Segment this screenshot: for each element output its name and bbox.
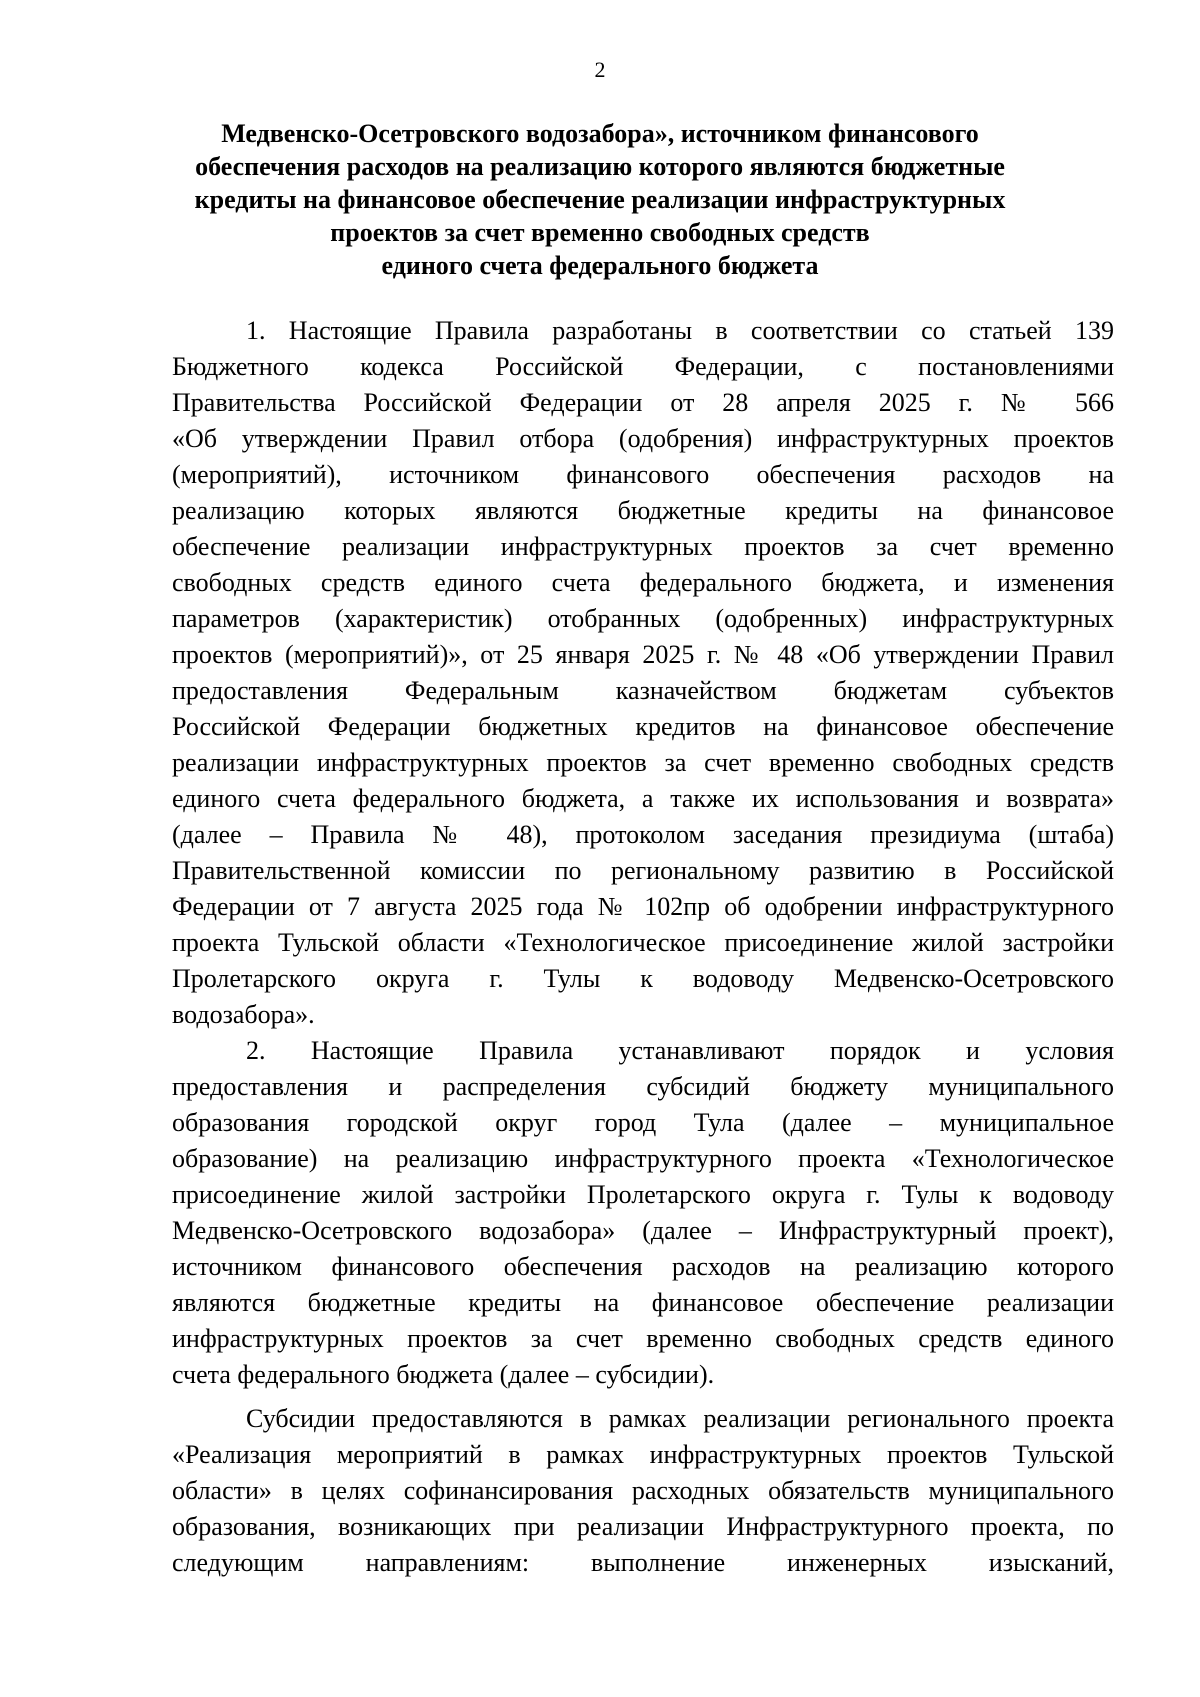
text-line: Субсидии предоставляются в рамках реализации регионального проекта	[246, 1404, 1114, 1433]
text-line: реализацию которых являются бюджетные кредиты на финансовое	[172, 496, 1114, 525]
page-number: 2	[594, 57, 606, 82]
title-line: обеспечения расходов на реализацию которого являются бюджетные	[195, 152, 1005, 181]
text-line: инфраструктурных проектов за счет временно свободных средств единого	[172, 1324, 1114, 1353]
text-line: (далее – Правила № 48), протоколом заседания президиума (штаба)	[172, 820, 1114, 849]
text-line: предоставления Федеральным казначейством бюджетам субъектов	[172, 676, 1114, 705]
text-line: источником финансового обеспечения расходов на реализацию которого	[172, 1252, 1114, 1281]
title-line: единого счета федерального бюджета	[381, 251, 819, 280]
text-line: образования городской округ город Тула (далее – муниципальное	[172, 1108, 1114, 1137]
text-line: образование) на реализацию инфраструктурного проекта «Технологическое	[172, 1144, 1114, 1173]
text-line: обеспечение реализации инфраструктурных проектов за счет временно	[172, 532, 1114, 561]
text-line: Федерации от 7 августа 2025 года № 102пр об одобрении инфраструктурного	[172, 892, 1114, 921]
paragraph-1	[172, 313, 1114, 1033]
text-line: Российской Федерации бюджетных кредитов на финансовое обеспечение	[172, 712, 1114, 741]
text-line: счета федерального бюджета (далее – субсидии).	[172, 1360, 715, 1389]
text-line: Медвенско-Осетровского водозабора» (далее – Инфраструктурный проект),	[172, 1216, 1114, 1245]
document-body	[172, 313, 1114, 1581]
text-line: проектов (мероприятий)», от 25 января 2025 г. № 48 «Об утверждении Правил	[172, 640, 1114, 669]
text-line: 1. Настоящие Правила разработаны в соответствии со статьей 139	[246, 316, 1114, 345]
text-line: «Об утверждении Правил отбора (одобрения) инфраструктурных проектов	[172, 424, 1114, 453]
document-title	[150, 117, 1050, 282]
text-line: «Реализация мероприятий в рамках инфраструктурных проектов Тульской	[172, 1440, 1114, 1469]
text-line: проекта Тульской области «Технологическое присоединение жилой застройки	[172, 928, 1114, 957]
text-line: образования, возникающих при реализации Инфраструктурного проекта, по	[172, 1512, 1114, 1541]
text-line: водозабора».	[172, 1000, 315, 1029]
text-line: Пролетарского округа г. Тулы к водоводу Медвенско-Осетровского	[172, 964, 1114, 993]
text-line: Правительственной комиссии по региональному развитию в Российской	[172, 856, 1114, 885]
title-line: кредиты на финансовое обеспечение реализации инфраструктурных	[194, 185, 1006, 214]
title-line: Медвенско-Осетровского водозабора», источником финансового	[221, 119, 979, 148]
text-line: следующим направлениям: выполнение инженерных изысканий,	[172, 1548, 1114, 1577]
text-line: области» в целях софинансирования расходных обязательств муниципального	[172, 1476, 1114, 1505]
text-line: Правительства Российской Федерации от 28 апреля 2025 г. № 566	[172, 388, 1114, 417]
paragraph-2	[172, 1033, 1114, 1393]
text-line: предоставления и распределения субсидий бюджету муниципального	[172, 1072, 1114, 1101]
text-line: (мероприятий), источником финансового обеспечения расходов на	[172, 460, 1114, 489]
title-line: проектов за счет временно свободных средств	[330, 218, 870, 247]
text-line: присоединение жилой застройки Пролетарского округа г. Тулы к водоводу	[172, 1180, 1114, 1209]
text-line: параметров (характеристик) отобранных (одобренных) инфраструктурных	[172, 604, 1114, 633]
text-line: единого счета федерального бюджета, а также их использования и возврата»	[172, 784, 1114, 813]
text-line: являются бюджетные кредиты на финансовое обеспечение реализации	[172, 1288, 1114, 1317]
text-line: свободных средств единого счета федерального бюджета, и изменения	[172, 568, 1114, 597]
paragraph-3	[172, 1401, 1114, 1581]
text-line: реализации инфраструктурных проектов за счет временно свободных средств	[172, 748, 1114, 777]
text-line: 2. Настоящие Правила устанавливают порядок и условия	[246, 1036, 1114, 1065]
text-line: Бюджетного кодекса Российской Федерации, с постановлениями	[172, 352, 1114, 381]
